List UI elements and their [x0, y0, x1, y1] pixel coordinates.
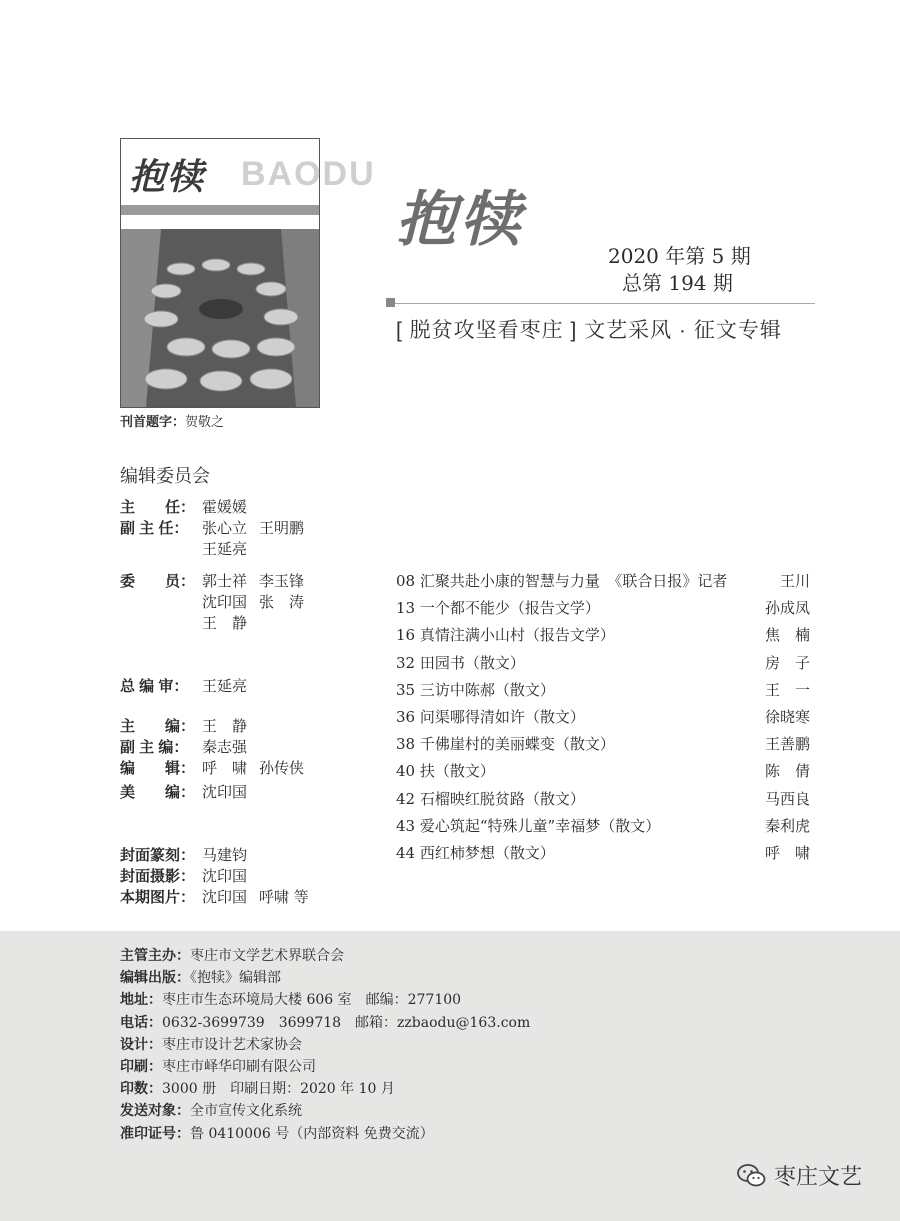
board-name: 呼 啸	[202, 759, 248, 777]
table-of-contents	[396, 570, 810, 869]
info-key: 主管主办：	[120, 947, 190, 963]
toc-item[interactable]	[396, 842, 810, 869]
info-line	[120, 1100, 530, 1122]
toc-author: 房 子	[764, 653, 810, 672]
toc-item[interactable]	[396, 679, 810, 706]
toc-item[interactable]	[396, 624, 810, 651]
toc-author: 孙成凤	[764, 599, 810, 618]
board-role: 主 任：	[120, 499, 196, 516]
board-name: 王明鹏	[259, 519, 305, 537]
toc-author: 焦 楠	[764, 626, 810, 645]
board-row	[120, 737, 259, 758]
toc-item[interactable]	[396, 570, 810, 597]
toc-author: 王 一	[764, 680, 810, 699]
board-name: 王 静	[202, 717, 248, 735]
toc-entry: 42 石榴映红脱贫路（散文）	[396, 789, 585, 808]
board-role: 副 主 任：	[120, 520, 189, 537]
info-value: 《抱犊》编辑部	[190, 970, 281, 987]
board-name: 秦志强	[202, 738, 248, 756]
info-line	[120, 1123, 530, 1145]
board-name: 王延亮	[202, 540, 248, 558]
info-key: 地址：	[120, 991, 162, 1008]
board-name: 沈印国	[202, 888, 248, 906]
title-credit-name: 贺敬之	[185, 414, 225, 429]
info-key: 印刷：	[120, 1058, 162, 1075]
board-name: 沈印国	[202, 783, 248, 801]
cover-photo	[121, 229, 319, 407]
board-name: 郭士祥	[202, 572, 248, 590]
cover-thumbnail	[120, 138, 376, 408]
info-value: 枣庄市生态环境局大楼 606 室 邮编：277100	[162, 992, 462, 1009]
board-row	[120, 518, 316, 539]
cover-header	[121, 139, 376, 229]
info-key: 印数：	[120, 1080, 162, 1097]
toc-item[interactable]	[396, 815, 810, 842]
watermark-text: 枣庄文艺	[774, 1164, 863, 1189]
info-line	[120, 1056, 530, 1078]
toc-item[interactable]	[396, 597, 810, 624]
toc-item[interactable]	[396, 733, 810, 760]
special-issue-heading: [ 脱贫攻坚看枣庄 ] 文艺采风 · 征文专辑	[396, 319, 782, 342]
board-row	[120, 571, 316, 592]
info-value: 0632-3699739 3699718 邮箱：zzbaodu@163.com	[162, 1014, 531, 1031]
info-key: 发送对象：	[120, 1102, 190, 1119]
board-name: 孙传侠	[259, 759, 305, 777]
board-name: 张心立	[202, 519, 248, 537]
info-line	[120, 1012, 530, 1034]
info-key: 设计：	[120, 1035, 162, 1052]
toc-author: 马西良	[764, 789, 810, 808]
editorial-board-title: 编辑委员会	[120, 466, 210, 486]
toc-author: 王川	[779, 572, 810, 590]
toc-item[interactable]	[396, 706, 810, 733]
board-role: 编 辑：	[120, 760, 196, 777]
info-key: 准印证号：	[120, 1124, 190, 1141]
header-rule	[395, 303, 815, 304]
toc-author: 呼 啸	[764, 843, 810, 862]
toc-entry: 35 三访中陈郝（散文）	[396, 680, 555, 699]
toc-entry: 08 汇聚共赴小康的智慧与力量 《联合日报》记者	[396, 572, 728, 590]
board-role: 副 主 编：	[120, 739, 189, 756]
board-name: 马建钧	[202, 846, 248, 864]
board-role: 美 编：	[120, 784, 196, 801]
board-row	[120, 866, 259, 887]
cover-latin-title: BAODU	[241, 155, 376, 193]
board-role: 主 编：	[120, 718, 196, 735]
board-row	[120, 845, 259, 866]
board-name: 张 涛	[259, 593, 305, 611]
toc-entry: 38 千佛崖村的美丽蝶变（散文）	[396, 735, 615, 754]
toc-author: 王善鹏	[764, 735, 810, 754]
title-calligraphy-credit	[120, 411, 224, 430]
info-value: 枣庄市峄华印刷有限公司	[162, 1059, 316, 1076]
board-role: 封面摄影：	[120, 868, 196, 885]
info-key: 编辑出版：	[120, 969, 190, 986]
board-row	[120, 716, 259, 737]
board-row	[120, 758, 316, 779]
board-name: 李玉锋	[259, 572, 305, 590]
board-name: 沈印国	[202, 867, 248, 885]
toc-entry: 16 真情注满小山村（报告文学）	[396, 626, 615, 645]
total-issue-number: 总第 194 期	[622, 271, 733, 295]
magazine-title: 抱犊	[396, 185, 524, 255]
board-role: 总 编 审：	[120, 678, 189, 695]
board-row	[120, 497, 259, 518]
toc-entry: 44 西红柿梦想（散文）	[396, 843, 555, 862]
info-value: 全市宣传文化系统	[190, 1103, 302, 1120]
board-row	[120, 592, 316, 613]
info-key: 电话：	[120, 1013, 162, 1030]
info-value: 枣庄市文学艺术界联合会	[190, 948, 344, 964]
toc-author: 陈 倩	[764, 762, 810, 781]
toc-entry: 40 扶（散文）	[396, 762, 495, 781]
toc-entry: 32 田园书（散文）	[396, 653, 525, 672]
wechat-icon	[736, 1163, 766, 1189]
board-role: 本期图片：	[120, 889, 196, 906]
board-name: 王 静	[202, 614, 248, 632]
board-name: 王延亮	[202, 677, 248, 695]
cover-strip	[121, 205, 319, 215]
publication-info	[120, 945, 530, 1145]
title-credit-label: 刊首题字：	[120, 414, 186, 429]
toc-entry: 36 问渠哪得清如许（散文）	[396, 707, 585, 726]
info-line	[120, 967, 530, 989]
info-value: 3000 册 印刷日期：2020 年 10 月	[162, 1081, 395, 1098]
toc-item[interactable]	[396, 760, 810, 787]
issue-number: 2020 年第 5 期	[608, 244, 751, 268]
board-row	[120, 613, 259, 634]
toc-author: 秦利虎	[764, 816, 810, 835]
info-line	[120, 1034, 530, 1056]
cover-title: 抱犊	[129, 156, 206, 198]
watermark	[736, 1160, 862, 1191]
toc-author: 徐晓寒	[764, 707, 810, 726]
board-row	[120, 782, 259, 803]
toc-entry: 13 一个都不能少（报告文学）	[396, 599, 600, 618]
board-name: 呼啸 等	[259, 888, 309, 906]
rule-marker	[386, 298, 395, 307]
board-role: 封面篆刻：	[120, 847, 196, 864]
board-name: 沈印国	[202, 593, 248, 611]
board-role: 委 员：	[120, 573, 196, 590]
info-line	[120, 1078, 530, 1100]
toc-entry: 43 爱心筑起“特殊儿童”幸福梦（散文）	[396, 816, 661, 835]
toc-item[interactable]	[396, 788, 810, 815]
info-line	[120, 945, 530, 967]
board-row	[120, 539, 259, 560]
info-value: 枣庄市设计艺术家协会	[162, 1036, 302, 1053]
board-row	[120, 887, 321, 908]
info-value: 鲁 0410006 号（内部资料 免费交流）	[190, 1125, 434, 1142]
board-row	[120, 676, 259, 697]
board-name: 霍媛媛	[202, 498, 248, 516]
info-line	[120, 989, 530, 1011]
toc-item[interactable]	[396, 652, 810, 679]
